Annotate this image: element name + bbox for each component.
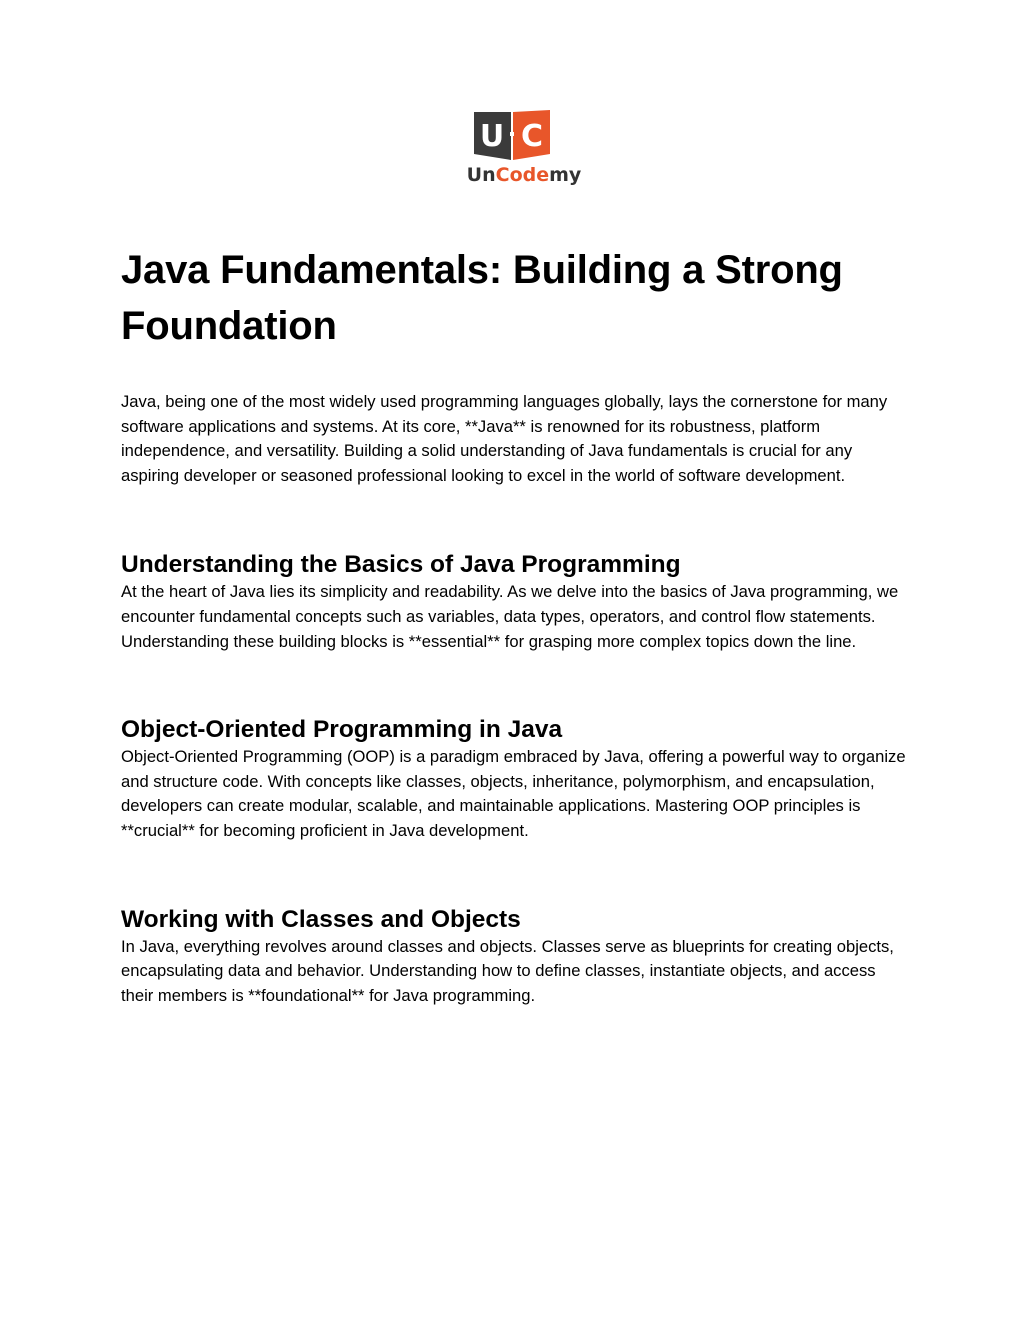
section-heading-classes-objects: Working with Classes and Objects [121, 905, 521, 933]
uncodemy-logo [466, 110, 582, 192]
intro-paragraph: Java, being one of the most widely used programming languages globally, lays the cornerstone for many software applications and systems. At its core, **Java** is renowned for its robustness, platform independence, and versatility. Building a solid understanding of Java fundamentals is crucial for any aspiring developer or seasoned professional looking to excel in the world of software development. [121, 392, 888, 485]
logo-mark-right-letter: C [520, 119, 544, 154]
section-heading-basics: Understanding the Basics of Java Programming [121, 551, 681, 579]
logo-word-start: Un [466, 164, 496, 186]
logo-wordmark [452, 164, 596, 186]
section-body-classes-objects: In Java, everything revolves around classes and objects. Classes serve as blueprints for creating objects, encapsulating data and behavior. Understanding how to define classes, instantiate objects, and access their members is **foundational** for Java programming. [121, 936, 894, 1005]
logo-word-end: my [549, 164, 582, 186]
logo-word-accent: Code [495, 164, 550, 186]
uc-logo-mark-icon [474, 110, 550, 160]
logo-mark-left-letter: U [479, 119, 505, 154]
section-heading-oop: Object-Oriented Programming in Java [121, 716, 563, 744]
section-body-basics: At the heart of Java lies its simplicity and readability. As we delve into the basics of Java programming, we encounter fundamental concepts such as variables, data types, operators, and control flow statements. Understanding these building blocks is **essential** for grasping more complex topics down the line. [121, 582, 899, 651]
document-content [121, 242, 911, 1008]
section-body-oop: Object-Oriented Programming (OOP) is a paradigm embraced by Java, offering a powerful way to organize and structure code. With concepts like classes, objects, inheritance, polymorphism, and encapsulation, developers can create modular, scalable, and maintainable applications. Mastering OOP principles is **crucial** for becoming proficient in Java development. [121, 747, 906, 840]
document-title: Java Fundamentals: Building a Strong Foundation [121, 248, 843, 348]
